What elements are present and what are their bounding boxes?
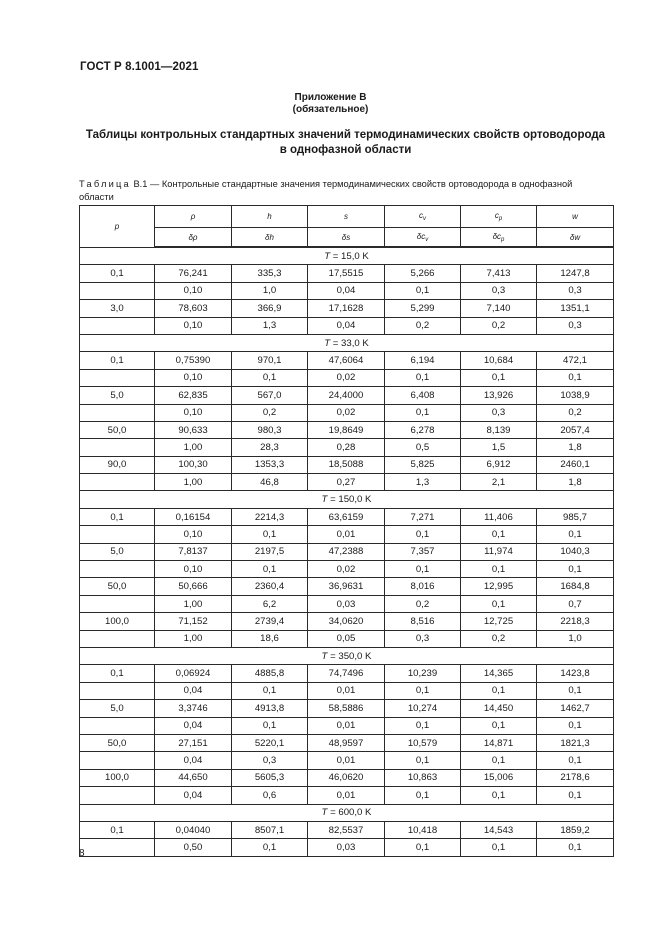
header-uncertainty-0 <box>155 228 232 248</box>
uncertainty-symbol: δh <box>265 232 274 242</box>
pressure-cell: 50,0 <box>80 734 155 751</box>
pressure-cell: 100,0 <box>80 613 155 630</box>
uncertainty-row <box>80 682 614 699</box>
table-cell: 90,633 <box>155 421 232 438</box>
table-cell: 0,03 <box>308 839 385 856</box>
uncertainty-row <box>80 404 614 421</box>
table-cell: 0,1 <box>232 717 308 734</box>
uncertainty-symbol: δs <box>341 232 351 242</box>
quantity-subscript: p <box>498 216 503 222</box>
uncertainty-row <box>80 752 614 769</box>
table-cell: 7,8137 <box>155 543 232 560</box>
table-cell: 0,1 <box>385 526 461 543</box>
table-cell: 11,974 <box>461 543 537 560</box>
table-cell: 0,04 <box>308 282 385 299</box>
table-cell: 0,04 <box>155 752 232 769</box>
table-cell: 0,3 <box>461 282 537 299</box>
pressure-cell: 5,0 <box>80 543 155 560</box>
quantity-symbol: s <box>344 212 348 221</box>
header-uncertainty-5 <box>537 228 614 248</box>
table-cell: 14,871 <box>461 734 537 751</box>
table-cell: 0,1 <box>537 561 614 578</box>
table-cell: 0,10 <box>155 369 232 386</box>
table-cell: 1462,7 <box>537 700 614 717</box>
table-cell: 11,406 <box>461 508 537 525</box>
table-cell: 14,543 <box>461 821 537 838</box>
pressure-cell <box>80 839 155 856</box>
table-cell: 0,06924 <box>155 665 232 682</box>
table-cell: 0,2 <box>461 630 537 647</box>
table-cell: 100,30 <box>155 456 232 473</box>
table-cell: 0,28 <box>308 439 385 456</box>
table-cell: 1,3 <box>232 317 308 334</box>
table-cell: 0,10 <box>155 561 232 578</box>
pressure-cell <box>80 682 155 699</box>
table-cell: 12,725 <box>461 613 537 630</box>
table-cell: 0,1 <box>232 682 308 699</box>
table-cell: 17,1628 <box>308 300 385 317</box>
table-cell: 7,413 <box>461 265 537 282</box>
table-cell: 14,450 <box>461 700 537 717</box>
table-cell: 46,0620 <box>308 769 385 786</box>
table-cell: 0,1 <box>461 787 537 804</box>
table-cell: 71,152 <box>155 613 232 630</box>
table-cell: 10,684 <box>461 352 537 369</box>
table-cell: 0,10 <box>155 404 232 421</box>
table-cell: 1684,8 <box>537 578 614 595</box>
table-cell: 4913,8 <box>232 700 308 717</box>
table-cell: 0,3 <box>537 317 614 334</box>
table-cell: 78,603 <box>155 300 232 317</box>
table-cell: 0,1 <box>385 787 461 804</box>
uncertainty-row <box>80 526 614 543</box>
header-quantity-3 <box>385 206 461 228</box>
table-cell: 2178,6 <box>537 769 614 786</box>
table-cell: 46,8 <box>232 474 308 491</box>
table-cell: 472,1 <box>537 352 614 369</box>
table-cell: 0,1 <box>385 404 461 421</box>
table-cell: 0,6 <box>232 787 308 804</box>
table-cell: 0,1 <box>385 561 461 578</box>
table-cell: 0,1 <box>385 369 461 386</box>
table-cell: 5605,3 <box>232 769 308 786</box>
value-row <box>80 613 614 630</box>
table-cell: 19,8649 <box>308 421 385 438</box>
temperature-label: T = 33,0 K <box>80 334 614 351</box>
pressure-cell <box>80 317 155 334</box>
value-row <box>80 387 614 404</box>
table-cell: 2360,4 <box>232 578 308 595</box>
temperature-section-row <box>80 247 614 265</box>
table-cell: 8,139 <box>461 421 537 438</box>
table-cell: 0,1 <box>385 839 461 856</box>
table-cell: 980,3 <box>232 421 308 438</box>
pressure-cell: 90,0 <box>80 456 155 473</box>
table-cell: 0,1 <box>537 717 614 734</box>
pressure-cell <box>80 717 155 734</box>
header-quantity-0 <box>155 206 232 228</box>
table-cell: 2460,1 <box>537 456 614 473</box>
table-cell: 0,1 <box>461 839 537 856</box>
table-cell: 27,151 <box>155 734 232 751</box>
table-cell: 0,01 <box>308 752 385 769</box>
uncertainty-subscript: v <box>425 236 429 243</box>
uncertainty-row <box>80 787 614 804</box>
table-cell: 0,1 <box>385 752 461 769</box>
uncertainty-row <box>80 317 614 334</box>
appendix-heading <box>60 128 631 157</box>
header-row-quantities <box>80 206 614 228</box>
uncertainty-symbol: δρ <box>188 232 198 242</box>
uncertainty-row <box>80 595 614 612</box>
value-row <box>80 265 614 282</box>
table-cell: 0,3 <box>461 404 537 421</box>
pressure-cell: 3,0 <box>80 300 155 317</box>
page-number: 8 <box>79 848 85 859</box>
table-cell: 567,0 <box>232 387 308 404</box>
table-cell: 0,3 <box>385 630 461 647</box>
table-cell: 0,50 <box>155 839 232 856</box>
table-cell: 0,3 <box>232 752 308 769</box>
table-cell: 0,04 <box>155 682 232 699</box>
temperature-section-row <box>80 647 614 664</box>
table-cell: 7,140 <box>461 300 537 317</box>
table-cell: 36,9631 <box>308 578 385 595</box>
table-cell: 28,3 <box>232 439 308 456</box>
table-cell: 0,1 <box>385 282 461 299</box>
pressure-cell <box>80 752 155 769</box>
table-cell: 1,3 <box>385 474 461 491</box>
table-cell: 0,02 <box>308 369 385 386</box>
table-cell: 0,04040 <box>155 821 232 838</box>
table-cell: 0,1 <box>232 369 308 386</box>
value-row <box>80 543 614 560</box>
table-cell: 1821,3 <box>537 734 614 751</box>
table-cell: 0,05 <box>308 630 385 647</box>
table-cell: 44,650 <box>155 769 232 786</box>
pressure-cell <box>80 561 155 578</box>
table-cell: 13,926 <box>461 387 537 404</box>
table-cell: 1,0 <box>537 630 614 647</box>
table-cell: 0,1 <box>537 526 614 543</box>
table-caption-line2: области <box>79 191 114 202</box>
table-cell: 12,995 <box>461 578 537 595</box>
table-cell: 0,1 <box>461 595 537 612</box>
pressure-cell: 100,0 <box>80 769 155 786</box>
table-cell: 0,1 <box>461 526 537 543</box>
value-row <box>80 734 614 751</box>
table-cell: 15,006 <box>461 769 537 786</box>
table-cell: 0,1 <box>461 369 537 386</box>
quantity-symbol: ρ <box>190 212 196 221</box>
table-cell: 50,666 <box>155 578 232 595</box>
pressure-cell: 0,1 <box>80 821 155 838</box>
pressure-cell: 0,1 <box>80 265 155 282</box>
table-cell: 1,00 <box>155 630 232 647</box>
table-cell: 0,04 <box>308 317 385 334</box>
table-cell: 62,835 <box>155 387 232 404</box>
table-cell: 34,0620 <box>308 613 385 630</box>
table-cell: 0,02 <box>308 561 385 578</box>
table-cell: 0,10 <box>155 526 232 543</box>
pressure-cell: 5,0 <box>80 387 155 404</box>
table-caption-text: — Контрольные стандартные значения термодинамических свойств ортоводорода в однофазной <box>150 179 573 189</box>
table-cell: 5,825 <box>385 456 461 473</box>
table-cell: 7,271 <box>385 508 461 525</box>
quantity-symbol: c <box>494 211 499 220</box>
uncertainty-symbol: δc <box>416 231 426 241</box>
quantity-symbol: w <box>572 212 578 221</box>
table-cell: 0,04 <box>155 717 232 734</box>
table-cell: 0,01 <box>308 717 385 734</box>
uncertainty-subscript: p <box>501 236 505 243</box>
value-row <box>80 700 614 717</box>
table-cell: 0,1 <box>537 752 614 769</box>
table-cell: 0,1 <box>232 839 308 856</box>
table-body <box>80 206 614 857</box>
table-cell: 0,02 <box>308 404 385 421</box>
table-cell: 10,579 <box>385 734 461 751</box>
table-cell: 63,6159 <box>308 508 385 525</box>
pressure-cell <box>80 282 155 299</box>
table-cell: 74,7496 <box>308 665 385 682</box>
value-row <box>80 821 614 838</box>
table-cell: 1247,8 <box>537 265 614 282</box>
value-row <box>80 508 614 525</box>
table-cell: 0,1 <box>461 717 537 734</box>
table-cell: 8,516 <box>385 613 461 630</box>
header-quantity-1 <box>232 206 308 228</box>
uncertainty-row <box>80 717 614 734</box>
table-cell: 1,00 <box>155 439 232 456</box>
quantity-symbol: c <box>419 211 423 220</box>
temperature-section-row <box>80 491 614 508</box>
uncertainty-row <box>80 839 614 856</box>
value-row <box>80 769 614 786</box>
pressure-cell: 50,0 <box>80 578 155 595</box>
table-cell: 0,1 <box>461 752 537 769</box>
table-cell: 1351,1 <box>537 300 614 317</box>
header-pressure: p <box>80 206 155 248</box>
table-cell: 1,5 <box>461 439 537 456</box>
table-cell: 0,04 <box>155 787 232 804</box>
table-cell: 10,418 <box>385 821 461 838</box>
standard-designation: ГОСТ Р 8.1001—2021 <box>80 61 199 73</box>
pressure-cell <box>80 474 155 491</box>
header-uncertainty-2 <box>308 228 385 248</box>
temperature-label: T = 350,0 K <box>80 647 614 664</box>
pressure-cell: 0,1 <box>80 508 155 525</box>
properties-table <box>79 205 614 857</box>
table-caption <box>79 178 619 203</box>
table-cell: 0,2 <box>385 595 461 612</box>
table-cell: 0,1 <box>537 839 614 856</box>
table-cell: 10,239 <box>385 665 461 682</box>
table-cell: 1859,2 <box>537 821 614 838</box>
table-cell: 8,016 <box>385 578 461 595</box>
table-cell: 335,3 <box>232 265 308 282</box>
table-cell: 985,7 <box>537 508 614 525</box>
table-cell: 3,3746 <box>155 700 232 717</box>
pressure-cell <box>80 369 155 386</box>
value-row <box>80 665 614 682</box>
table-cell: 48,9597 <box>308 734 385 751</box>
table-cell: 0,1 <box>461 682 537 699</box>
table-cell: 76,241 <box>155 265 232 282</box>
table-cell: 6,408 <box>385 387 461 404</box>
table-cell: 17,5515 <box>308 265 385 282</box>
appendix-title: Приложение В <box>294 92 367 103</box>
pressure-cell <box>80 439 155 456</box>
table-cell: 6,2 <box>232 595 308 612</box>
table-cell: 1,0 <box>232 282 308 299</box>
header-quantity-2 <box>308 206 385 228</box>
temperature-section-row <box>80 804 614 821</box>
table-cell: 0,3 <box>537 282 614 299</box>
table-cell: 1040,3 <box>537 543 614 560</box>
table-cell: 1,00 <box>155 595 232 612</box>
table-cell: 0,01 <box>308 787 385 804</box>
table-cell: 8507,1 <box>232 821 308 838</box>
value-row <box>80 456 614 473</box>
value-row <box>80 352 614 369</box>
header-uncertainty-4 <box>461 228 537 248</box>
pressure-cell: 50,0 <box>80 421 155 438</box>
table-cell: 2739,4 <box>232 613 308 630</box>
table-cell: 6,194 <box>385 352 461 369</box>
pressure-cell <box>80 404 155 421</box>
uncertainty-row <box>80 439 614 456</box>
table-caption-number: В.1 <box>133 179 148 189</box>
table-cell: 1,00 <box>155 474 232 491</box>
header-quantity-5 <box>537 206 614 228</box>
temperature-label: T = 15,0 K <box>80 247 614 265</box>
table-cell: 0,2 <box>461 317 537 334</box>
table-cell: 6,912 <box>461 456 537 473</box>
pressure-cell: 0,1 <box>80 665 155 682</box>
table-cell: 0,7 <box>537 595 614 612</box>
table-cell: 1038,9 <box>537 387 614 404</box>
value-row <box>80 300 614 317</box>
table-cell: 5,266 <box>385 265 461 282</box>
table-cell: 47,6064 <box>308 352 385 369</box>
pressure-cell <box>80 630 155 647</box>
uncertainty-row <box>80 630 614 647</box>
table-cell: 0,1 <box>385 682 461 699</box>
table-cell: 24,4000 <box>308 387 385 404</box>
table-cell: 1353,3 <box>232 456 308 473</box>
pressure-cell <box>80 787 155 804</box>
value-row <box>80 421 614 438</box>
table-cell: 0,1 <box>537 682 614 699</box>
table-cell: 0,1 <box>232 526 308 543</box>
header-uncertainty-3 <box>385 228 461 248</box>
table-cell: 0,10 <box>155 317 232 334</box>
table-cell: 366,9 <box>232 300 308 317</box>
uncertainty-row <box>80 369 614 386</box>
table-cell: 18,6 <box>232 630 308 647</box>
table-cell: 2214,3 <box>232 508 308 525</box>
appendix-heading-line1: Таблицы контрольных стандартных значений термодинамических свойств ортоводорода <box>85 129 606 141</box>
table-cell: 0,1 <box>385 717 461 734</box>
temperature-label: T = 150,0 K <box>80 491 614 508</box>
table-cell: 0,27 <box>308 474 385 491</box>
table-cell: 0,1 <box>537 369 614 386</box>
table-cell: 0,5 <box>385 439 461 456</box>
table-cell: 10,274 <box>385 700 461 717</box>
table-cell: 0,2 <box>385 317 461 334</box>
temperature-label: T = 600,0 K <box>80 804 614 821</box>
table-cell: 47,2388 <box>308 543 385 560</box>
table-cell: 0,03 <box>308 595 385 612</box>
table-cell: 7,357 <box>385 543 461 560</box>
table-cell: 1,8 <box>537 439 614 456</box>
uncertainty-row <box>80 561 614 578</box>
header-row-uncertainties <box>80 228 614 248</box>
table-cell: 5,299 <box>385 300 461 317</box>
header-quantity-4 <box>461 206 537 228</box>
appendix-heading-line2: в однофазной области <box>279 143 412 156</box>
table-cell: 0,1 <box>232 561 308 578</box>
table-cell: 18,5088 <box>308 456 385 473</box>
table-cell: 2057,4 <box>537 421 614 438</box>
table-cell: 0,75390 <box>155 352 232 369</box>
table-cell: 4885,8 <box>232 665 308 682</box>
pressure-cell: 5,0 <box>80 700 155 717</box>
table-cell: 58,5886 <box>308 700 385 717</box>
table-cell: 0,1 <box>461 561 537 578</box>
pressure-cell <box>80 595 155 612</box>
uncertainty-symbol: δc <box>492 231 502 241</box>
quantity-symbol: h <box>267 212 272 221</box>
quantity-subscript: v <box>423 216 426 222</box>
table-cell: 10,863 <box>385 769 461 786</box>
table-cell: 1,8 <box>537 474 614 491</box>
table-cell: 6,278 <box>385 421 461 438</box>
uncertainty-row <box>80 474 614 491</box>
table-cell: 970,1 <box>232 352 308 369</box>
uncertainty-symbol: δw <box>569 232 581 242</box>
pressure-cell <box>80 526 155 543</box>
table-cell: 14,365 <box>461 665 537 682</box>
table-cell: 2218,3 <box>537 613 614 630</box>
table-caption-line1 <box>79 178 619 191</box>
header-uncertainty-1 <box>232 228 308 248</box>
uncertainty-row <box>80 282 614 299</box>
table-cell: 0,2 <box>537 404 614 421</box>
table-cell: 0,01 <box>308 526 385 543</box>
table-cell: 2197,5 <box>232 543 308 560</box>
table-cell: 1423,8 <box>537 665 614 682</box>
table-cell: 0,1 <box>537 787 614 804</box>
table-cell: 0,10 <box>155 282 232 299</box>
table-cell: 0,01 <box>308 682 385 699</box>
appendix-status: (обязательное) <box>292 104 369 115</box>
table-cell: 0,16154 <box>155 508 232 525</box>
table-caption-label: Таблица <box>79 179 131 189</box>
table-cell: 2,1 <box>461 474 537 491</box>
table-cell: 0,2 <box>232 404 308 421</box>
temperature-section-row <box>80 334 614 351</box>
table-cell: 5220,1 <box>232 734 308 751</box>
value-row <box>80 578 614 595</box>
pressure-cell: 0,1 <box>80 352 155 369</box>
table-cell: 82,5537 <box>308 821 385 838</box>
